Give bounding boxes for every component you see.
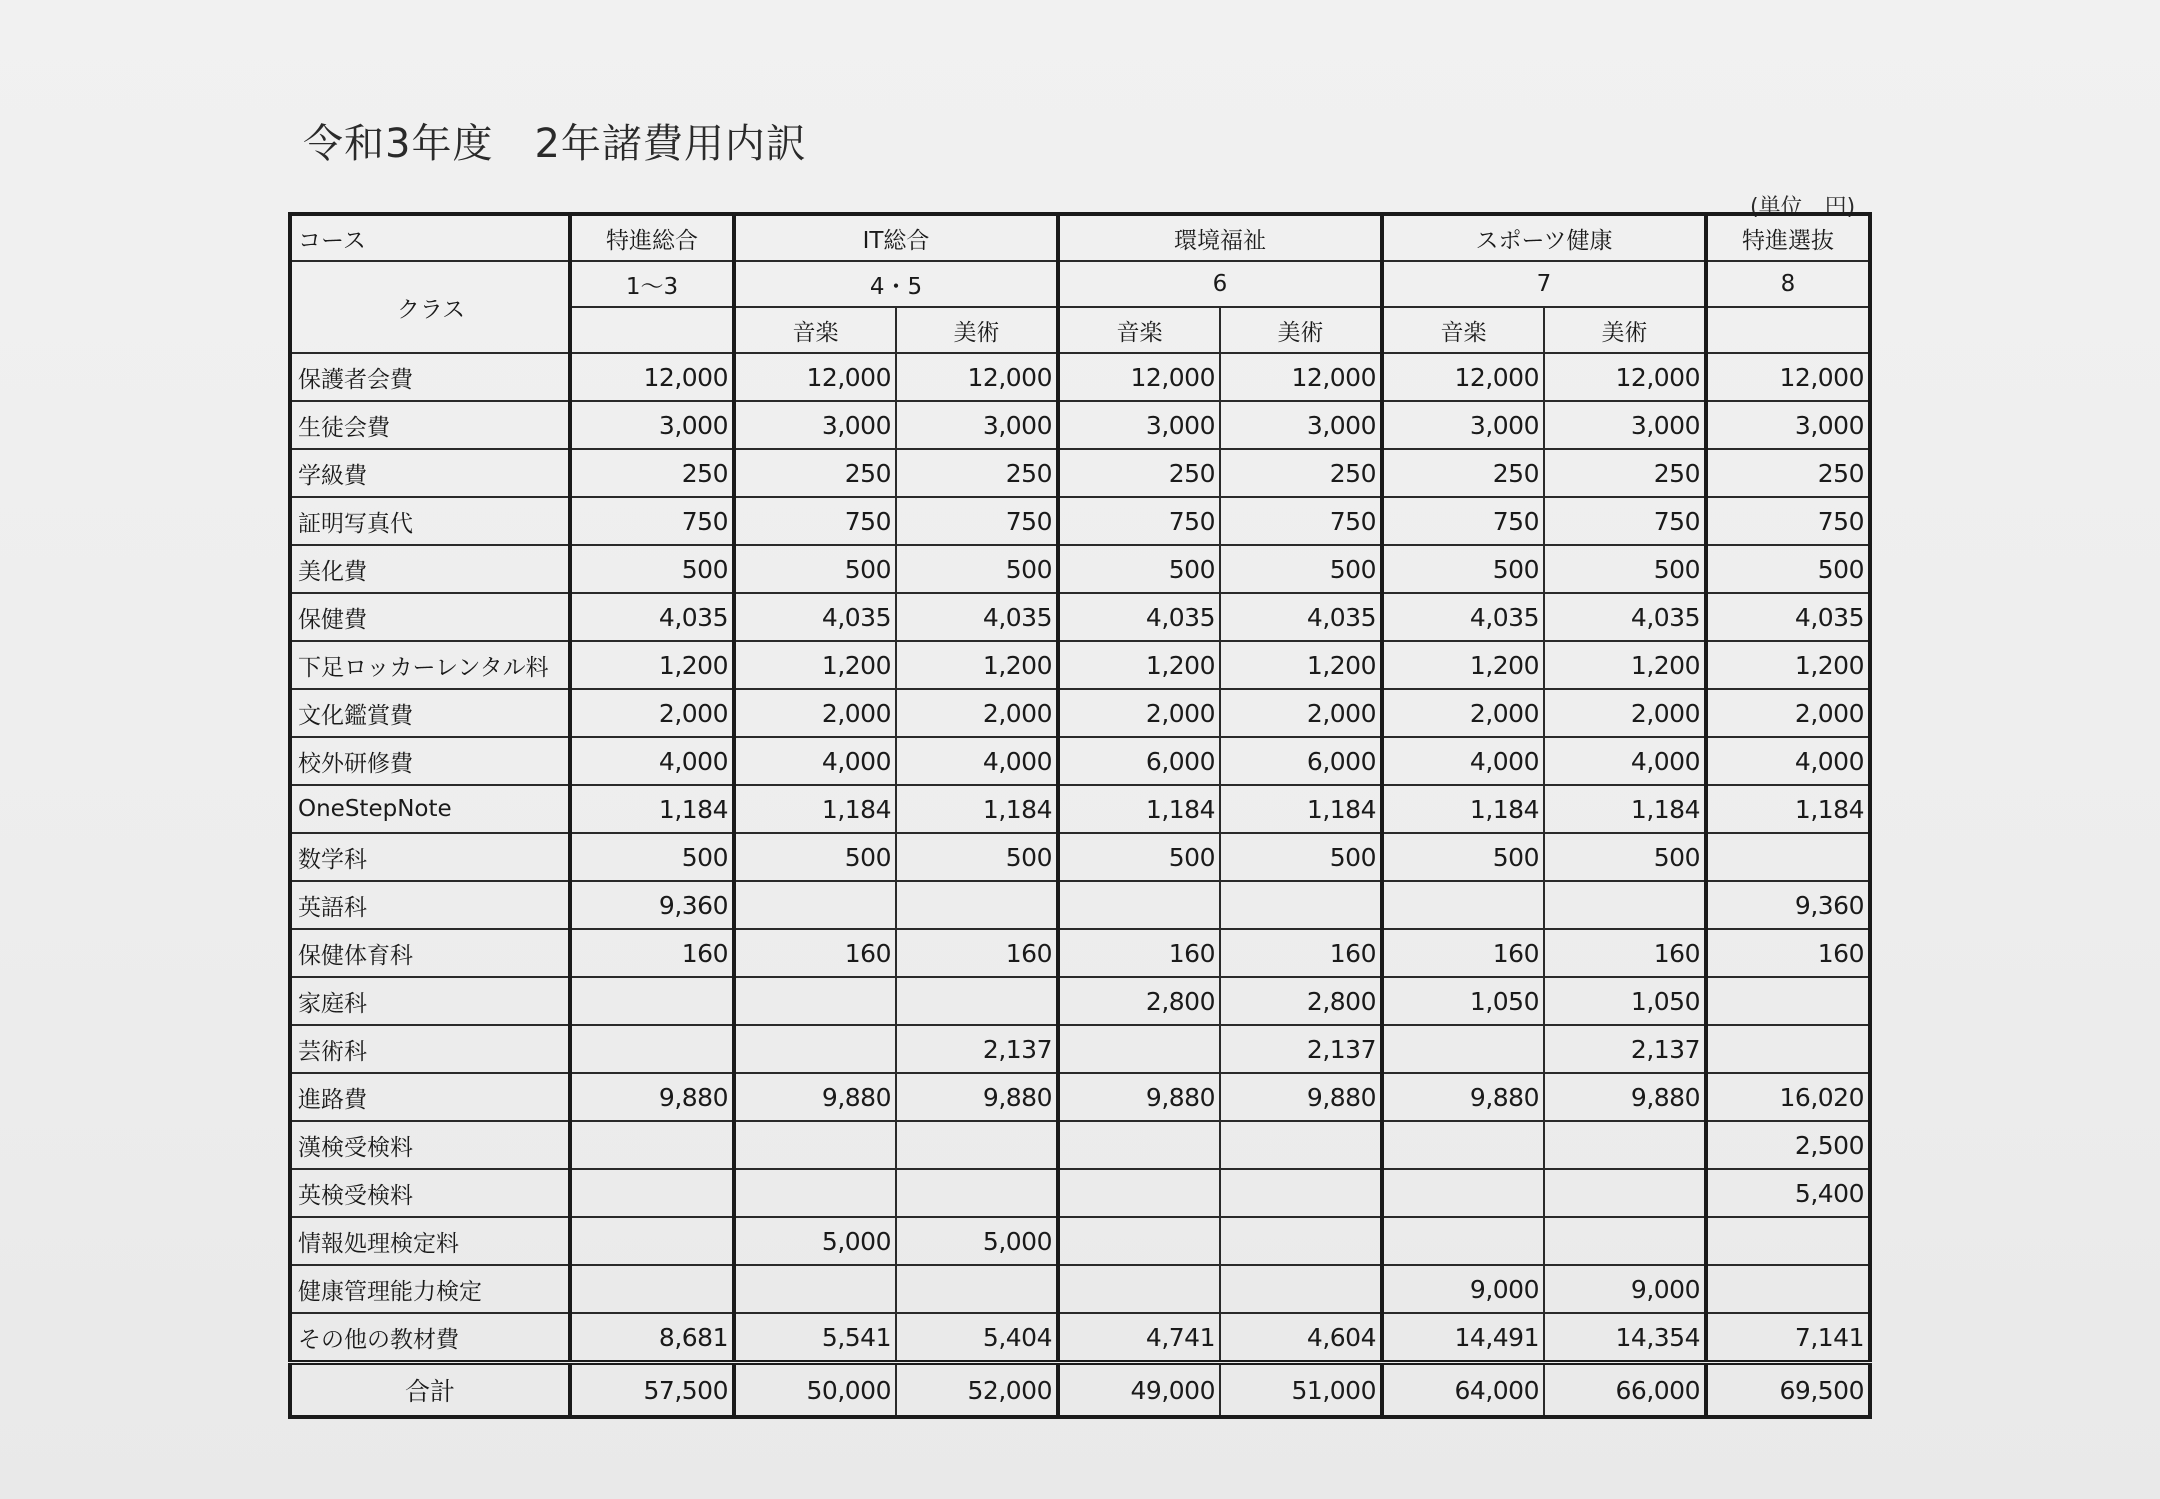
table-row <box>290 881 1870 929</box>
cell-value: 12,000 <box>1220 353 1382 401</box>
cell-value: 12,000 <box>570 353 734 401</box>
cell-value: 500 <box>1382 545 1544 593</box>
cell-value: 12,000 <box>1544 353 1706 401</box>
sub-header-art: 美術 <box>896 307 1058 353</box>
sub-header-art: 美術 <box>1544 307 1706 353</box>
cell-value: 1,200 <box>734 641 896 689</box>
cell-value: 2,000 <box>1706 689 1870 737</box>
cell-value: 250 <box>570 449 734 497</box>
cell-value <box>570 1169 734 1217</box>
row-label: 進路費 <box>290 1073 570 1121</box>
table-row <box>290 497 1870 545</box>
row-label: 美化費 <box>290 545 570 593</box>
cell-value <box>1058 1265 1220 1313</box>
document-title: 令和3年度 2年諸費用内訳 <box>303 121 807 167</box>
cell-value: 3,000 <box>570 401 734 449</box>
row-label: 英語科 <box>290 881 570 929</box>
cell-value: 750 <box>896 497 1058 545</box>
class-header-row <box>290 261 1870 307</box>
total-value: 66,000 <box>1544 1363 1706 1418</box>
cell-value: 500 <box>734 833 896 881</box>
cell-value: 1,184 <box>1058 785 1220 833</box>
cell-value: 9,000 <box>1544 1265 1706 1313</box>
course-kankyo-fukushi: 環境福祉 <box>1058 214 1382 261</box>
cell-value <box>1220 1121 1382 1169</box>
cell-value: 9,880 <box>734 1073 896 1121</box>
cell-value: 4,035 <box>570 593 734 641</box>
cell-value: 250 <box>734 449 896 497</box>
cell-value: 2,137 <box>1544 1025 1706 1073</box>
cell-value: 250 <box>896 449 1058 497</box>
cell-value <box>896 1265 1058 1313</box>
row-label: 校外研修費 <box>290 737 570 785</box>
total-value: 50,000 <box>734 1363 896 1418</box>
cell-value: 1,200 <box>1058 641 1220 689</box>
cell-value <box>1382 881 1544 929</box>
cell-value: 250 <box>1382 449 1544 497</box>
total-value: 57,500 <box>570 1363 734 1418</box>
cell-value <box>734 1025 896 1073</box>
cell-value: 5,000 <box>896 1217 1058 1265</box>
course-header-row <box>290 214 1870 261</box>
sub-header-music: 音楽 <box>734 307 896 353</box>
row-label: 健康管理能力検定 <box>290 1265 570 1313</box>
cell-value <box>896 1121 1058 1169</box>
cell-value: 12,000 <box>734 353 896 401</box>
row-label: 証明写真代 <box>290 497 570 545</box>
cell-value: 3,000 <box>1544 401 1706 449</box>
table-row <box>290 641 1870 689</box>
cell-value: 4,000 <box>1706 737 1870 785</box>
cell-value <box>734 1121 896 1169</box>
cell-value: 750 <box>1058 497 1220 545</box>
row-label: 数学科 <box>290 833 570 881</box>
row-label: OneStepNote <box>290 785 570 833</box>
cell-value: 750 <box>1220 497 1382 545</box>
row-label: 芸術科 <box>290 1025 570 1073</box>
row-label: 英検受検料 <box>290 1169 570 1217</box>
cell-value: 4,000 <box>570 737 734 785</box>
row-label: 学級費 <box>290 449 570 497</box>
cell-value <box>570 1265 734 1313</box>
cell-value <box>734 977 896 1025</box>
cost-breakdown-table <box>288 212 1872 1419</box>
cell-value: 750 <box>1706 497 1870 545</box>
cell-value: 3,000 <box>1058 401 1220 449</box>
sub-header-music: 音楽 <box>1382 307 1544 353</box>
cell-value: 9,880 <box>1058 1073 1220 1121</box>
unit-note: (単位 円) <box>1750 195 1856 220</box>
cell-value: 1,050 <box>1382 977 1544 1025</box>
row-label: 保健体育科 <box>290 929 570 977</box>
cell-value: 3,000 <box>896 401 1058 449</box>
cell-value <box>1058 1169 1220 1217</box>
course-sports-kenko: スポーツ健康 <box>1382 214 1706 261</box>
table-row <box>290 1025 1870 1073</box>
cell-value: 250 <box>1544 449 1706 497</box>
cell-value: 3,000 <box>1220 401 1382 449</box>
cell-value: 5,404 <box>896 1313 1058 1363</box>
cell-value: 2,137 <box>1220 1025 1382 1073</box>
table-row <box>290 737 1870 785</box>
cell-value: 1,184 <box>734 785 896 833</box>
table-row <box>290 1265 1870 1313</box>
cell-value: 500 <box>570 545 734 593</box>
class-8: 8 <box>1706 261 1870 307</box>
course-tokushin-senbatsu: 特進選抜 <box>1706 214 1870 261</box>
cell-value: 2,000 <box>1544 689 1706 737</box>
table-row <box>290 1121 1870 1169</box>
course-it-sogo: IT総合 <box>734 214 1058 261</box>
cell-value: 500 <box>1220 545 1382 593</box>
table-row <box>290 449 1870 497</box>
cell-value: 4,000 <box>896 737 1058 785</box>
course-tokushin-sogo: 特進総合 <box>570 214 734 261</box>
cell-value: 7,141 <box>1706 1313 1870 1363</box>
cell-value <box>1382 1121 1544 1169</box>
cell-value: 9,000 <box>1382 1265 1544 1313</box>
cell-value: 250 <box>1058 449 1220 497</box>
cell-value: 4,741 <box>1058 1313 1220 1363</box>
cell-value: 500 <box>1382 833 1544 881</box>
row-label: 生徒会費 <box>290 401 570 449</box>
cell-value: 4,035 <box>734 593 896 641</box>
cell-value: 16,020 <box>1706 1073 1870 1121</box>
cell-value: 160 <box>734 929 896 977</box>
cell-value: 2,000 <box>1058 689 1220 737</box>
cell-value: 5,541 <box>734 1313 896 1363</box>
cell-value: 160 <box>570 929 734 977</box>
cell-value <box>734 1265 896 1313</box>
cell-value: 1,184 <box>1220 785 1382 833</box>
row-label: 保護者会費 <box>290 353 570 401</box>
cell-value: 2,000 <box>1382 689 1544 737</box>
cell-value: 12,000 <box>1058 353 1220 401</box>
table-row <box>290 977 1870 1025</box>
cell-value: 1,184 <box>1544 785 1706 833</box>
cell-value <box>570 1025 734 1073</box>
cell-value: 750 <box>734 497 896 545</box>
cell-value: 4,035 <box>1220 593 1382 641</box>
cell-value: 1,184 <box>1382 785 1544 833</box>
cell-value: 160 <box>1706 929 1870 977</box>
cell-value <box>896 881 1058 929</box>
cell-value: 160 <box>1382 929 1544 977</box>
total-value: 51,000 <box>1220 1363 1382 1418</box>
cell-value: 500 <box>1544 545 1706 593</box>
cell-value: 8,681 <box>570 1313 734 1363</box>
cell-value <box>1706 1217 1870 1265</box>
cell-value: 5,400 <box>1706 1169 1870 1217</box>
cell-value <box>570 1217 734 1265</box>
cell-value: 750 <box>570 497 734 545</box>
cell-value: 9,880 <box>896 1073 1058 1121</box>
cell-value: 9,880 <box>570 1073 734 1121</box>
table-row <box>290 1169 1870 1217</box>
cell-value: 4,035 <box>1382 593 1544 641</box>
cell-value: 1,184 <box>1706 785 1870 833</box>
table-row <box>290 929 1870 977</box>
cell-value: 4,035 <box>1706 593 1870 641</box>
cell-value <box>1544 1121 1706 1169</box>
class-header-label: クラス <box>290 261 570 353</box>
cell-value <box>734 881 896 929</box>
cell-value: 1,200 <box>896 641 1058 689</box>
cell-value: 6,000 <box>1220 737 1382 785</box>
row-label: 漢検受検料 <box>290 1121 570 1169</box>
cell-value: 4,000 <box>734 737 896 785</box>
sub-header-empty <box>570 307 734 353</box>
cell-value <box>1544 881 1706 929</box>
class-1-3: 1〜3 <box>570 261 734 307</box>
cell-value: 4,000 <box>1382 737 1544 785</box>
cell-value: 1,200 <box>1220 641 1382 689</box>
cell-value <box>1220 1217 1382 1265</box>
row-label: 下足ロッカーレンタル料 <box>290 641 570 689</box>
class-6: 6 <box>1058 261 1382 307</box>
row-label: 文化鑑賞費 <box>290 689 570 737</box>
sub-header-art: 美術 <box>1220 307 1382 353</box>
cell-value: 4,035 <box>1544 593 1706 641</box>
sub-header-music: 音楽 <box>1058 307 1220 353</box>
cell-value: 9,880 <box>1382 1073 1544 1121</box>
cell-value: 2,000 <box>570 689 734 737</box>
cell-value <box>1706 833 1870 881</box>
cell-value <box>896 1169 1058 1217</box>
cell-value: 2,800 <box>1220 977 1382 1025</box>
total-value: 52,000 <box>896 1363 1058 1418</box>
row-label: 保健費 <box>290 593 570 641</box>
table-row <box>290 785 1870 833</box>
cell-value: 5,000 <box>734 1217 896 1265</box>
cell-value: 500 <box>896 833 1058 881</box>
cell-value: 9,360 <box>1706 881 1870 929</box>
cell-value: 3,000 <box>1382 401 1544 449</box>
cell-value: 500 <box>570 833 734 881</box>
cell-value: 750 <box>1382 497 1544 545</box>
table-row <box>290 689 1870 737</box>
cell-value <box>1058 1217 1220 1265</box>
cell-value <box>1544 1217 1706 1265</box>
cell-value <box>1220 881 1382 929</box>
table-row <box>290 593 1870 641</box>
table-row <box>290 401 1870 449</box>
cell-value: 12,000 <box>1382 353 1544 401</box>
cell-value: 4,035 <box>1058 593 1220 641</box>
cell-value: 2,137 <box>896 1025 1058 1073</box>
table-row <box>290 353 1870 401</box>
cell-value: 1,184 <box>570 785 734 833</box>
cell-value: 500 <box>734 545 896 593</box>
cell-value <box>1382 1025 1544 1073</box>
cell-value <box>570 1121 734 1169</box>
cell-value: 2,800 <box>1058 977 1220 1025</box>
total-value: 64,000 <box>1382 1363 1544 1418</box>
cell-value: 1,200 <box>1706 641 1870 689</box>
sub-header-empty <box>1706 307 1870 353</box>
cell-value: 500 <box>1058 833 1220 881</box>
cell-value: 3,000 <box>734 401 896 449</box>
cell-value: 750 <box>1544 497 1706 545</box>
class-7: 7 <box>1382 261 1706 307</box>
cell-value <box>1058 881 1220 929</box>
total-value: 69,500 <box>1706 1363 1870 1418</box>
cell-value <box>734 1169 896 1217</box>
cell-value <box>1382 1169 1544 1217</box>
cell-value: 4,604 <box>1220 1313 1382 1363</box>
cell-value <box>1220 1169 1382 1217</box>
cell-value: 2,000 <box>1220 689 1382 737</box>
cell-value: 1,184 <box>896 785 1058 833</box>
course-header-label: コース <box>290 214 570 261</box>
cell-value: 1,200 <box>570 641 734 689</box>
table-row <box>290 545 1870 593</box>
table-row <box>290 1217 1870 1265</box>
cell-value: 1,050 <box>1544 977 1706 1025</box>
cell-value <box>1706 977 1870 1025</box>
cell-value: 12,000 <box>896 353 1058 401</box>
table-row <box>290 1073 1870 1121</box>
cell-value <box>1382 1217 1544 1265</box>
cell-value: 160 <box>896 929 1058 977</box>
cell-value: 500 <box>1706 545 1870 593</box>
cell-value: 500 <box>1058 545 1220 593</box>
cell-value: 2,000 <box>896 689 1058 737</box>
total-label: 合計 <box>290 1363 570 1418</box>
cell-value: 14,491 <box>1382 1313 1544 1363</box>
cell-value: 12,000 <box>1706 353 1870 401</box>
cell-value <box>1058 1121 1220 1169</box>
cell-value: 1,200 <box>1544 641 1706 689</box>
cell-value <box>896 977 1058 1025</box>
cell-value <box>570 977 734 1025</box>
cell-value: 6,000 <box>1058 737 1220 785</box>
cell-value: 9,880 <box>1220 1073 1382 1121</box>
cell-value: 4,000 <box>1544 737 1706 785</box>
cell-value <box>1706 1025 1870 1073</box>
cell-value: 160 <box>1220 929 1382 977</box>
cell-value <box>1058 1025 1220 1073</box>
cell-value: 2,500 <box>1706 1121 1870 1169</box>
cell-value: 160 <box>1544 929 1706 977</box>
total-row <box>290 1363 1870 1418</box>
cell-value: 160 <box>1058 929 1220 977</box>
row-label: 情報処理検定料 <box>290 1217 570 1265</box>
table-row <box>290 1313 1870 1363</box>
class-4-5: 4・5 <box>734 261 1058 307</box>
cell-value: 9,360 <box>570 881 734 929</box>
total-value: 49,000 <box>1058 1363 1220 1418</box>
cell-value <box>1544 1169 1706 1217</box>
row-label: 家庭科 <box>290 977 570 1025</box>
cell-value: 4,035 <box>896 593 1058 641</box>
cell-value: 500 <box>1220 833 1382 881</box>
cell-value <box>1220 1265 1382 1313</box>
table-row <box>290 833 1870 881</box>
cell-value: 250 <box>1220 449 1382 497</box>
cell-value: 3,000 <box>1706 401 1870 449</box>
cell-value: 14,354 <box>1544 1313 1706 1363</box>
cell-value: 9,880 <box>1544 1073 1706 1121</box>
row-label: その他の教材費 <box>290 1313 570 1363</box>
cell-value: 2,000 <box>734 689 896 737</box>
cell-value: 1,200 <box>1382 641 1544 689</box>
cell-value <box>1706 1265 1870 1313</box>
cell-value: 500 <box>1544 833 1706 881</box>
cell-value: 500 <box>896 545 1058 593</box>
cell-value: 250 <box>1706 449 1870 497</box>
